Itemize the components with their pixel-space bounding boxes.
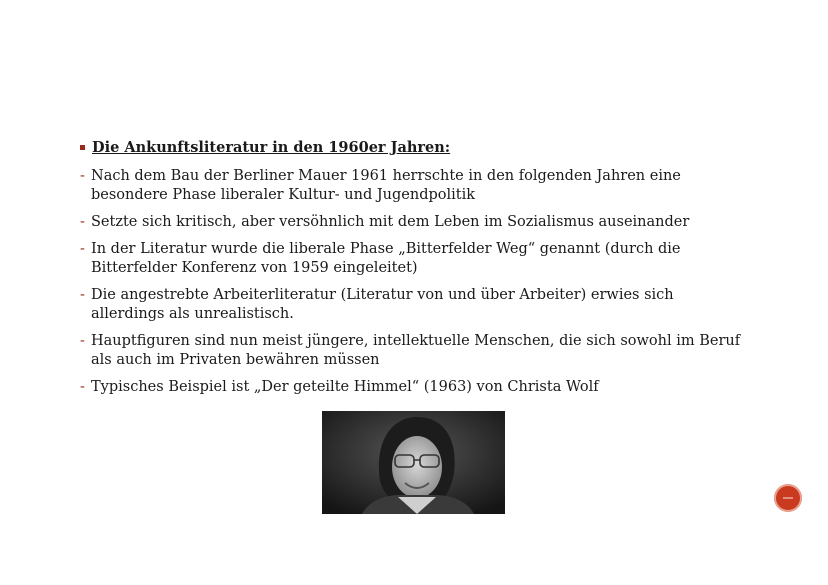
list-item bbox=[80, 213, 750, 232]
author-photo bbox=[322, 411, 505, 514]
nav-circle-icon[interactable] bbox=[774, 484, 802, 512]
list-item-text: Die angestrebte Arbeiterliteratur (Literatur von und über Arbeiter) erwies sich allerdings als unrealistisch. bbox=[91, 287, 674, 322]
nav-line-icon bbox=[774, 484, 802, 512]
dash-marker: - bbox=[80, 287, 85, 303]
dash-marker: - bbox=[80, 333, 85, 349]
dash-marker: - bbox=[80, 379, 85, 395]
list-item bbox=[80, 332, 750, 370]
list-item-text: Hauptfiguren sind nun meist jüngere, intellektuelle Menschen, die sich sowohl im Beruf als auch im Privaten bewähren müssen bbox=[91, 333, 741, 368]
bullet-list bbox=[80, 167, 750, 405]
dash-marker: - bbox=[80, 168, 85, 184]
portrait-image bbox=[322, 411, 505, 514]
slide-heading: Die Ankunftsliteratur in den 1960er Jahren: bbox=[92, 139, 451, 156]
list-item bbox=[80, 240, 750, 278]
square-bullet-icon bbox=[80, 145, 85, 150]
list-item bbox=[80, 167, 750, 205]
slide-heading-row bbox=[80, 139, 450, 156]
list-item-text: In der Literatur wurde die liberale Phase „Bitterfelder Weg“ genannt (durch die Bitterfelder Konferenz von 1959 eingeleitet) bbox=[91, 241, 681, 276]
list-item bbox=[80, 378, 750, 397]
list-item bbox=[80, 286, 750, 324]
dash-marker: - bbox=[80, 241, 85, 257]
list-item-text: Setzte sich kritisch, aber versöhnlich mit dem Leben im Sozialismus auseinander bbox=[91, 214, 690, 230]
list-item-text: Nach dem Bau der Berliner Mauer 1961 herrschte in den folgenden Jahren eine besondere Phase liberaler Kultur- und Jugendpolitik bbox=[91, 168, 681, 203]
dash-marker: - bbox=[80, 214, 85, 230]
list-item-text: Typisches Beispiel ist „Der geteilte Himmel“ (1963) von Christa Wolf bbox=[91, 379, 599, 395]
